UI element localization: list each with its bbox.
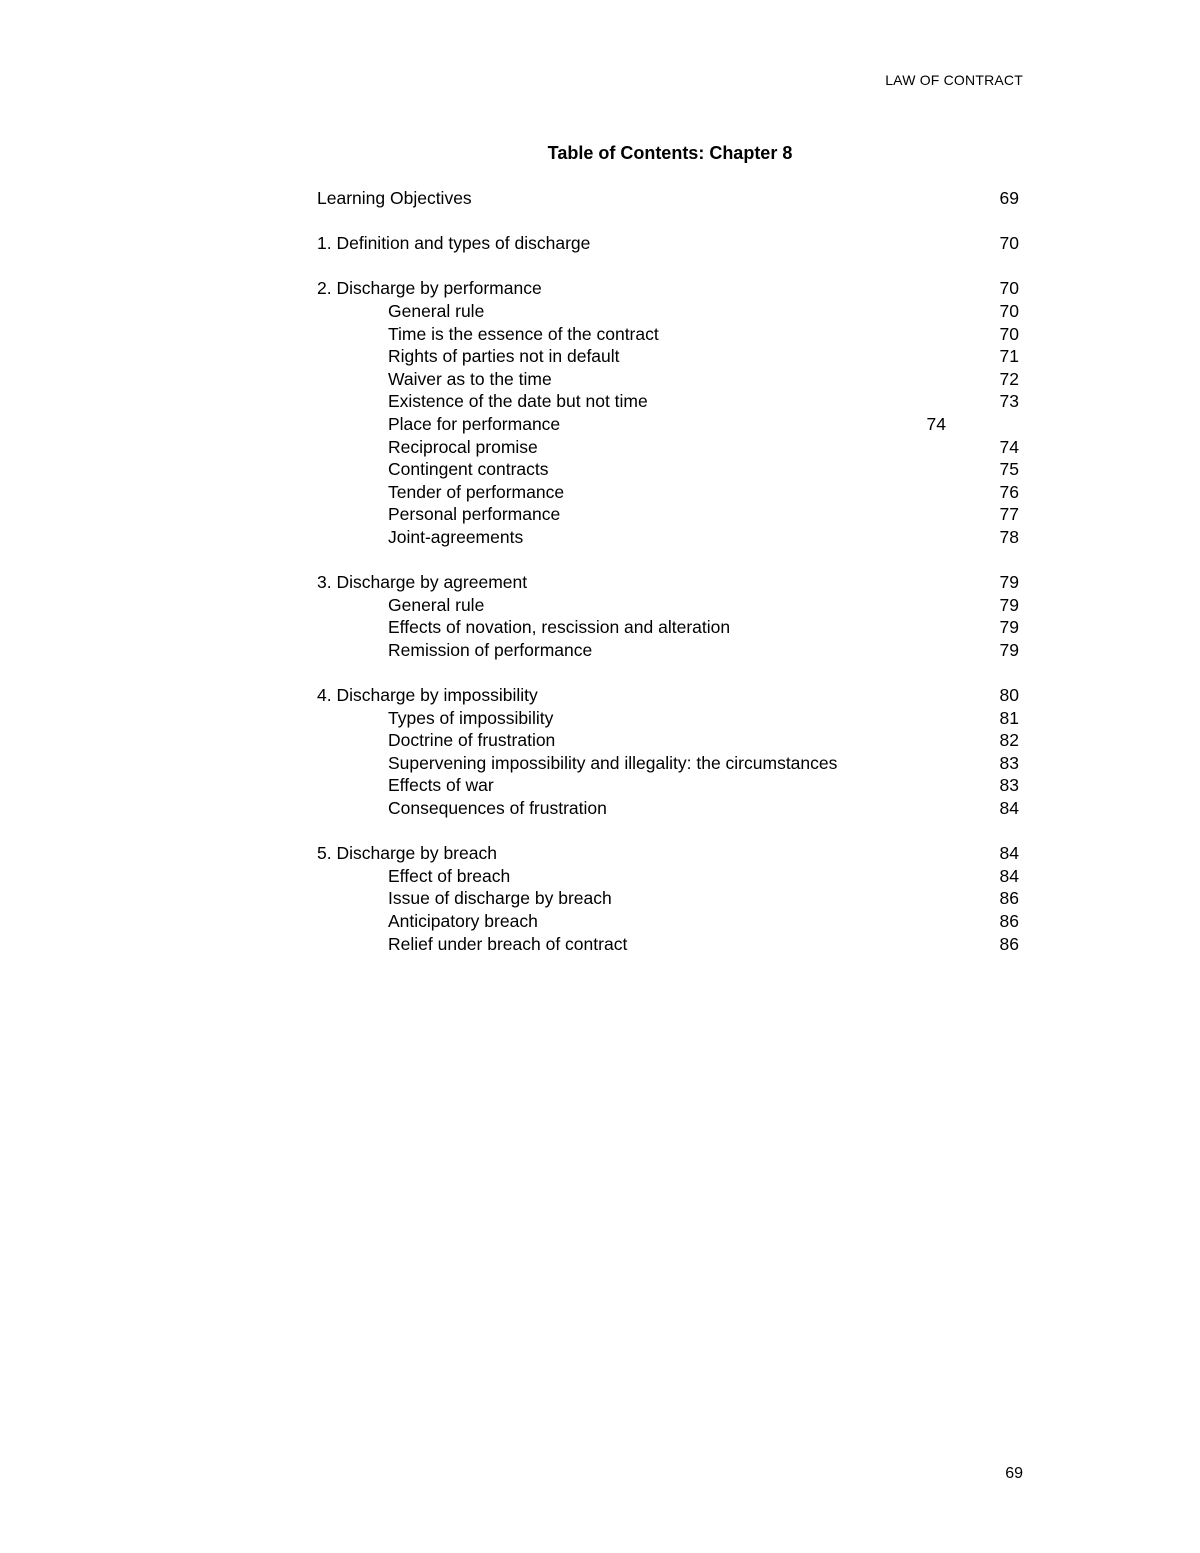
toc-entry <box>317 684 1019 707</box>
toc-entry-page: 70 <box>999 233 1019 254</box>
toc-subentry <box>317 707 1019 730</box>
toc-subentry <box>317 752 1019 775</box>
toc-entry-label: Consequences of frustration <box>388 798 607 819</box>
toc-entry-page: 80 <box>999 685 1019 706</box>
toc-subentry <box>317 436 1019 459</box>
toc-entry-label: 5. Discharge by breach <box>317 843 497 864</box>
toc-entry-page: 77 <box>999 504 1019 525</box>
toc-title: Table of Contents: Chapter 8 <box>547 143 793 163</box>
toc-entry-page: 84 <box>999 843 1019 864</box>
toc-entry-label: Contingent contracts <box>388 459 549 480</box>
toc-subentry <box>317 933 1019 956</box>
toc-entry-page: 79 <box>999 572 1019 593</box>
toc-entry-label: 3. Discharge by agreement <box>317 572 528 593</box>
toc-entry-page: 86 <box>999 933 1019 954</box>
toc-entry-label: 1. Definition and types of discharge <box>317 233 591 254</box>
toc-entry-label: Waiver as to the time <box>388 368 552 389</box>
toc-entry-label: Time is the essence of the contract <box>388 323 659 344</box>
toc-subentry <box>317 797 1019 820</box>
toc-entry-label: Rights of parties not in default <box>388 346 620 367</box>
toc-entry-page: 79 <box>999 639 1019 660</box>
toc-entry-page: 70 <box>999 278 1019 299</box>
toc-entry-label: Reciprocal promise <box>388 436 538 457</box>
toc-entry-label: Relief under breach of contract <box>388 933 628 954</box>
toc-entry-label: Doctrine of frustration <box>388 730 556 751</box>
toc-entry-page: 84 <box>999 798 1019 819</box>
toc-entry-page: 79 <box>999 617 1019 638</box>
toc-subentry <box>317 774 1019 797</box>
toc-entry-label: Effect of breach <box>388 865 511 886</box>
toc-entry-label: Learning Objectives <box>317 188 472 208</box>
toc-entry-label: Issue of discharge by breach <box>388 888 612 909</box>
running-header: LAW OF CONTRACT <box>885 72 1023 88</box>
toc-entry <box>317 842 1019 865</box>
toc-entry-page: 72 <box>999 368 1019 389</box>
toc-subentry <box>317 639 1019 662</box>
toc-subentry <box>317 300 1019 323</box>
toc-entry-label: 4. Discharge by impossibility <box>317 685 538 706</box>
toc-subentry <box>317 729 1019 752</box>
toc-entry-label: 2. Discharge by performance <box>317 278 542 299</box>
toc-entry-label: Tender of performance <box>388 481 565 502</box>
toc-entry-page: 69 <box>999 188 1019 208</box>
toc-subentry <box>317 323 1019 346</box>
toc-entry-label: Anticipatory breach <box>388 911 538 931</box>
toc-entry-label: Types of impossibility <box>388 707 554 728</box>
toc-entry-page: 83 <box>999 775 1019 796</box>
toc-entry-page: 78 <box>999 526 1019 547</box>
toc-entry-page: 79 <box>999 594 1019 615</box>
toc-subentry <box>317 910 1019 933</box>
toc-entry-label: Place for performance <box>388 413 561 434</box>
toc-entry-label: Effects of novation, rescission and alteration <box>388 617 731 638</box>
toc-subentry <box>317 368 1019 391</box>
toc-entry-page: 84 <box>999 865 1019 886</box>
toc-entry-page: 74 <box>999 436 1019 457</box>
toc-subentry <box>317 503 1019 526</box>
toc-subentry <box>317 594 1019 617</box>
toc-entry <box>317 571 1019 594</box>
toc-entry-page: 75 <box>999 459 1019 480</box>
page-number: 69 <box>1005 1465 1023 1482</box>
toc-entry <box>317 277 1019 300</box>
toc-entry-page: 81 <box>999 707 1019 728</box>
toc-entry-label: General rule <box>388 594 485 615</box>
toc-subentry <box>317 413 1019 436</box>
toc-subentry <box>317 616 1019 639</box>
toc-entry-label: Existence of the date but not time <box>388 391 648 412</box>
toc-entry-page: 76 <box>999 481 1019 502</box>
toc-entry <box>317 232 1019 255</box>
toc-subentry <box>317 887 1019 910</box>
toc-entry-page: 70 <box>999 300 1019 321</box>
table-of-contents <box>317 187 1019 955</box>
toc-subentry <box>317 345 1019 368</box>
toc-subentry <box>317 390 1019 413</box>
toc-entry-label: Remission of performance <box>388 639 593 660</box>
toc-subentry <box>317 481 1019 504</box>
toc-entry-page: 71 <box>999 346 1019 367</box>
toc-entry-label: Effects of war <box>388 775 494 796</box>
toc-subentry <box>317 526 1019 549</box>
toc-entry-page: 70 <box>999 323 1019 344</box>
toc-entry-label: Supervening impossibility and illegality: the circumstances <box>388 752 838 773</box>
toc-entry-page: 74 <box>926 413 946 434</box>
toc-entry-page: 86 <box>999 911 1019 931</box>
toc-entry-label: Joint-agreements <box>388 526 524 547</box>
toc-entry <box>317 187 1019 210</box>
toc-entry-page: 86 <box>999 888 1019 909</box>
toc-entry-page: 73 <box>999 391 1019 412</box>
toc-entry-label: Personal performance <box>388 504 561 525</box>
toc-subentry <box>317 458 1019 481</box>
toc-entry-label: General rule <box>388 300 485 321</box>
toc-subentry <box>317 865 1019 888</box>
toc-entry-page: 82 <box>999 730 1019 751</box>
toc-entry-page: 83 <box>999 752 1019 773</box>
